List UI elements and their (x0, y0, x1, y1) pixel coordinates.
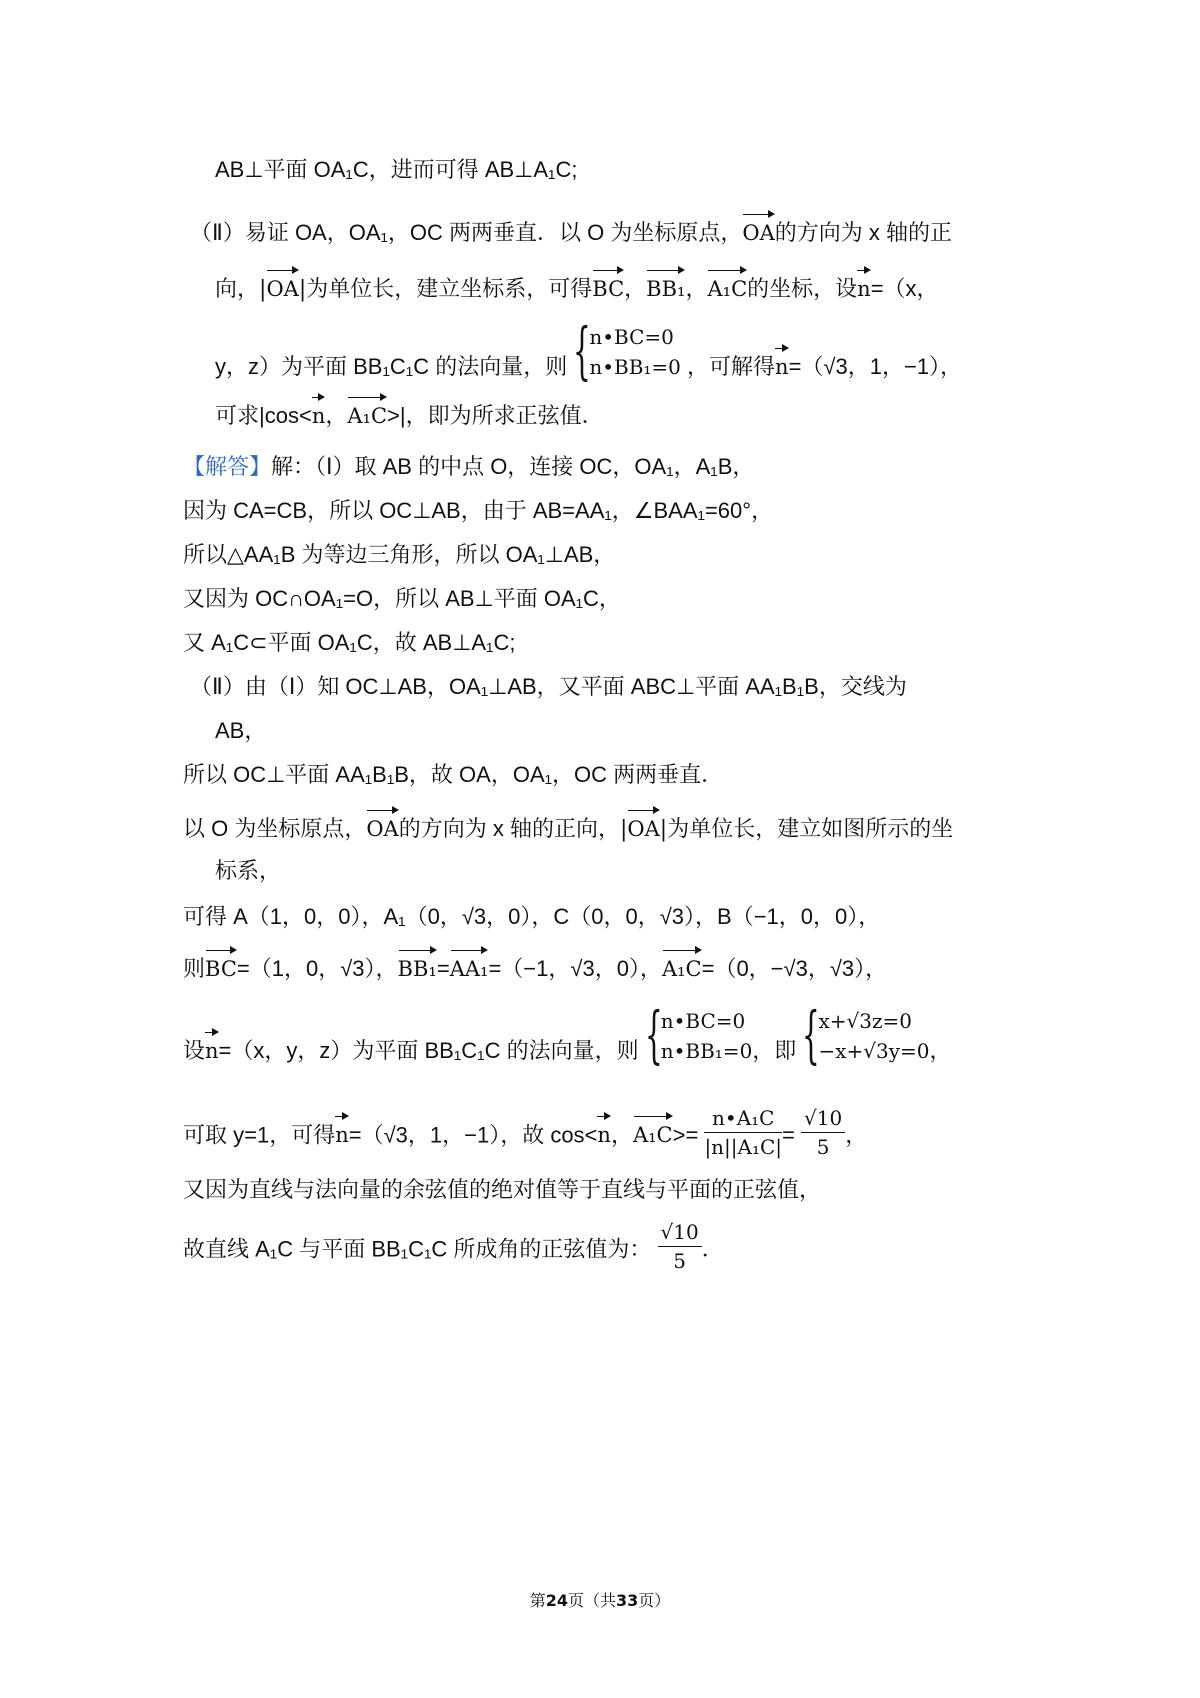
equation-system (802, 998, 930, 1071)
vector-aa1: AA₁ (450, 948, 489, 984)
solution-line-2 (183, 496, 773, 526)
footer-text: 页（共 (567, 1591, 616, 1610)
solution-text: ，即 (752, 1037, 797, 1063)
equation-row: n•BB₁=0 (589, 355, 681, 379)
solution-text: （Ⅱ）由（Ⅰ）知 OC⊥AB，OA₁⊥AB，又平面 ABC⊥平面 AA₁B₁B，交线为 (190, 674, 907, 699)
brace-symbol: { (802, 998, 821, 1071)
page-number: 24 (545, 1591, 568, 1610)
analysis-text: 可求|cos< (215, 403, 312, 428)
solution-text: = (782, 1122, 795, 1148)
analysis-text: 的坐标，设 (747, 276, 858, 301)
result-fraction (801, 1104, 845, 1161)
solution-line-5 (183, 628, 515, 658)
solution-line-6b (215, 716, 266, 746)
solution-text: =（x，y，z）为平面 BB₁C₁C 的法向量，则 (218, 1037, 639, 1063)
solution-text: 又因为直线与法向量的余弦值的绝对值等于直线与平面的正弦值， (183, 1177, 822, 1202)
solution-text: =（√3，1，−1），故 cos< (348, 1122, 598, 1148)
solution-text: =（1，0，√3）， (236, 956, 398, 981)
solution-line-4 (183, 584, 621, 614)
solution-line-8 (183, 808, 953, 845)
fraction-denominator: |n||A₁C| (704, 1135, 783, 1159)
vector-a1c: A₁C (633, 1114, 673, 1150)
solution-text: >= (672, 1122, 699, 1148)
solution-line-3 (183, 540, 615, 570)
footer-text: 第 (529, 1591, 546, 1610)
page-total: 33 (616, 1591, 639, 1610)
analysis-line-5: 可求|cos<n，A₁C>|，即为所求正弦值． (215, 395, 604, 431)
analysis-line-1 (215, 155, 577, 185)
vector-oa: OA (627, 808, 659, 844)
solution-line-9 (183, 902, 880, 932)
solution-line-13 (183, 1175, 821, 1205)
solution-text: =（−1，√3，0）， (488, 956, 662, 981)
vector-n: n (597, 1114, 611, 1150)
solution-text: =（0，−√3，√3）， (701, 956, 888, 981)
solution-text: ． (701, 1236, 724, 1262)
solution-text: 所以 OC⊥平面 AA₁B₁B，故 OA，OA₁，OC 两两垂直． (183, 762, 724, 787)
fraction-denominator: 5 (816, 1135, 830, 1159)
solution-text: 以 O 为坐标原点， (183, 816, 367, 841)
analysis-text: >|，即为所求正弦值． (387, 403, 604, 428)
equation-system (644, 998, 753, 1071)
solution-text: 可取 y=1，可得 (183, 1122, 336, 1148)
equation-system (573, 314, 681, 387)
solution-line-7 (183, 760, 723, 790)
analysis-text: AB⊥平面 OA₁C，进而可得 AB⊥A₁C; (215, 157, 578, 182)
solution-text: 为单位长，建立如图所示的坐 (667, 816, 954, 841)
equation-row: −x+√3y=0 (818, 1039, 930, 1063)
vector-oa: OA (266, 268, 298, 304)
solution-text: 故直线 A₁C 与平面 BB₁C₁C 所成角的正弦值为： (183, 1236, 652, 1262)
vector-a1c: A₁C (347, 395, 387, 431)
analysis-line-3: 向，|OA|为单位长，建立坐标系，可得BC，BB₁，A₁C的坐标，设n=（x， (215, 268, 939, 305)
solution-text: 又 A₁C⊂平面 OA₁C，故 AB⊥A₁C; (183, 630, 516, 655)
solution-text: ， (845, 1122, 868, 1148)
solution-text: 所以△AA₁B 为等边三角形，所以 OA₁⊥AB， (183, 542, 616, 567)
solution-text: = (436, 956, 450, 981)
solution-text: 则 (183, 956, 206, 981)
analysis-text: =（x， (870, 276, 939, 301)
solution-text: 又因为 OC∩OA₁=O，所以 AB⊥平面 OA₁C， (183, 586, 621, 611)
analysis-text: =（√3，1，−1）， (788, 353, 963, 379)
solution-text: 的方向为 x 轴的正向， (398, 816, 620, 841)
vector-bc: BC (592, 268, 624, 304)
abs-bar: | (619, 817, 628, 842)
vector-n: n (205, 1030, 219, 1066)
vector-n: n (857, 268, 871, 304)
solution-line-14 (183, 1222, 724, 1279)
brace-symbol: { (644, 998, 663, 1071)
vector-n: n (775, 346, 789, 382)
solution-line-1 (183, 452, 754, 482)
analysis-text: y，z）为平面 BB₁C₁C 的法向量，则 (215, 353, 568, 379)
analysis-text: 向， (215, 276, 260, 301)
vector-bb1: BB₁ (646, 268, 685, 304)
vector-bc: BC (205, 948, 237, 984)
fraction-denominator: 5 (673, 1249, 686, 1273)
answer-fraction (658, 1218, 702, 1275)
solution-text: ， (929, 1037, 952, 1063)
vector-oa: OA (366, 808, 398, 844)
page-footer (0, 1588, 1200, 1611)
solution-line-10 (183, 948, 887, 984)
solution-line-12: 可取 y=1，可得n=（√3，1，−1），故 cos<n，A₁C>= $\frac{\text{n•A₁C}}{\text{|n||A₁C|}}$ = $\frac{√10}{5}$ ， (183, 1106, 868, 1159)
cosine-fraction (704, 1104, 782, 1161)
brace-symbol: { (573, 314, 592, 387)
vector-bb1: BB₁ (398, 948, 437, 984)
analysis-text: （Ⅱ）易证 OA，OA₁，OC 两两垂直．以 O 为坐标原点， (190, 220, 743, 245)
solution-text: 因为 CA=CB，所以 OC⊥AB，由于 AB=AA₁，∠BAA₁=60°， (183, 498, 774, 523)
solution-line-6 (190, 672, 907, 702)
analysis-line-2 (190, 212, 952, 248)
equation-row: x+√3z=0 (818, 1009, 912, 1033)
vector-n: n (335, 1114, 349, 1150)
solution-text: AB， (215, 718, 267, 743)
analysis-text: ，可解得 (687, 353, 776, 379)
solution-line-11 (183, 998, 952, 1082)
abs-bar: | (259, 277, 267, 302)
vector-n: n (312, 395, 326, 431)
analysis-line-4 (215, 314, 963, 398)
solution-text: 标系， (215, 858, 282, 883)
equation-row: n•BB₁=0 (660, 1039, 753, 1063)
fraction-numerator: √10 (801, 1104, 845, 1133)
footer-text: 页） (638, 1591, 671, 1610)
abs-bar: | (659, 817, 668, 842)
equation-row: n•BC=0 (660, 1009, 746, 1033)
solution-text: 可得 A（1，0，0），A₁（0，√3，0），C（0，0，√3），B（−1，0，0）， (183, 904, 881, 929)
analysis-text: 为单位长，建立坐标系，可得 (306, 276, 593, 301)
solution-text: 设 (183, 1037, 206, 1063)
equation-row: n•BC=0 (589, 325, 674, 349)
fraction-numerator: √10 (658, 1218, 702, 1247)
solution-line-8b (215, 856, 281, 886)
vector-a1c: A₁C (707, 268, 747, 304)
solution-label: 【解答】 (183, 454, 272, 479)
abs-bar: | (298, 277, 307, 302)
solution-text: 解：（Ⅰ）取 AB 的中点 O，连接 OC，OA₁，A₁B， (271, 454, 755, 479)
fraction-numerator: n•A₁C (704, 1104, 782, 1133)
vector-a1c: A₁C (662, 948, 702, 984)
vector-oa: OA (742, 212, 774, 248)
analysis-text: 的方向为 x 轴的正 (774, 220, 953, 245)
